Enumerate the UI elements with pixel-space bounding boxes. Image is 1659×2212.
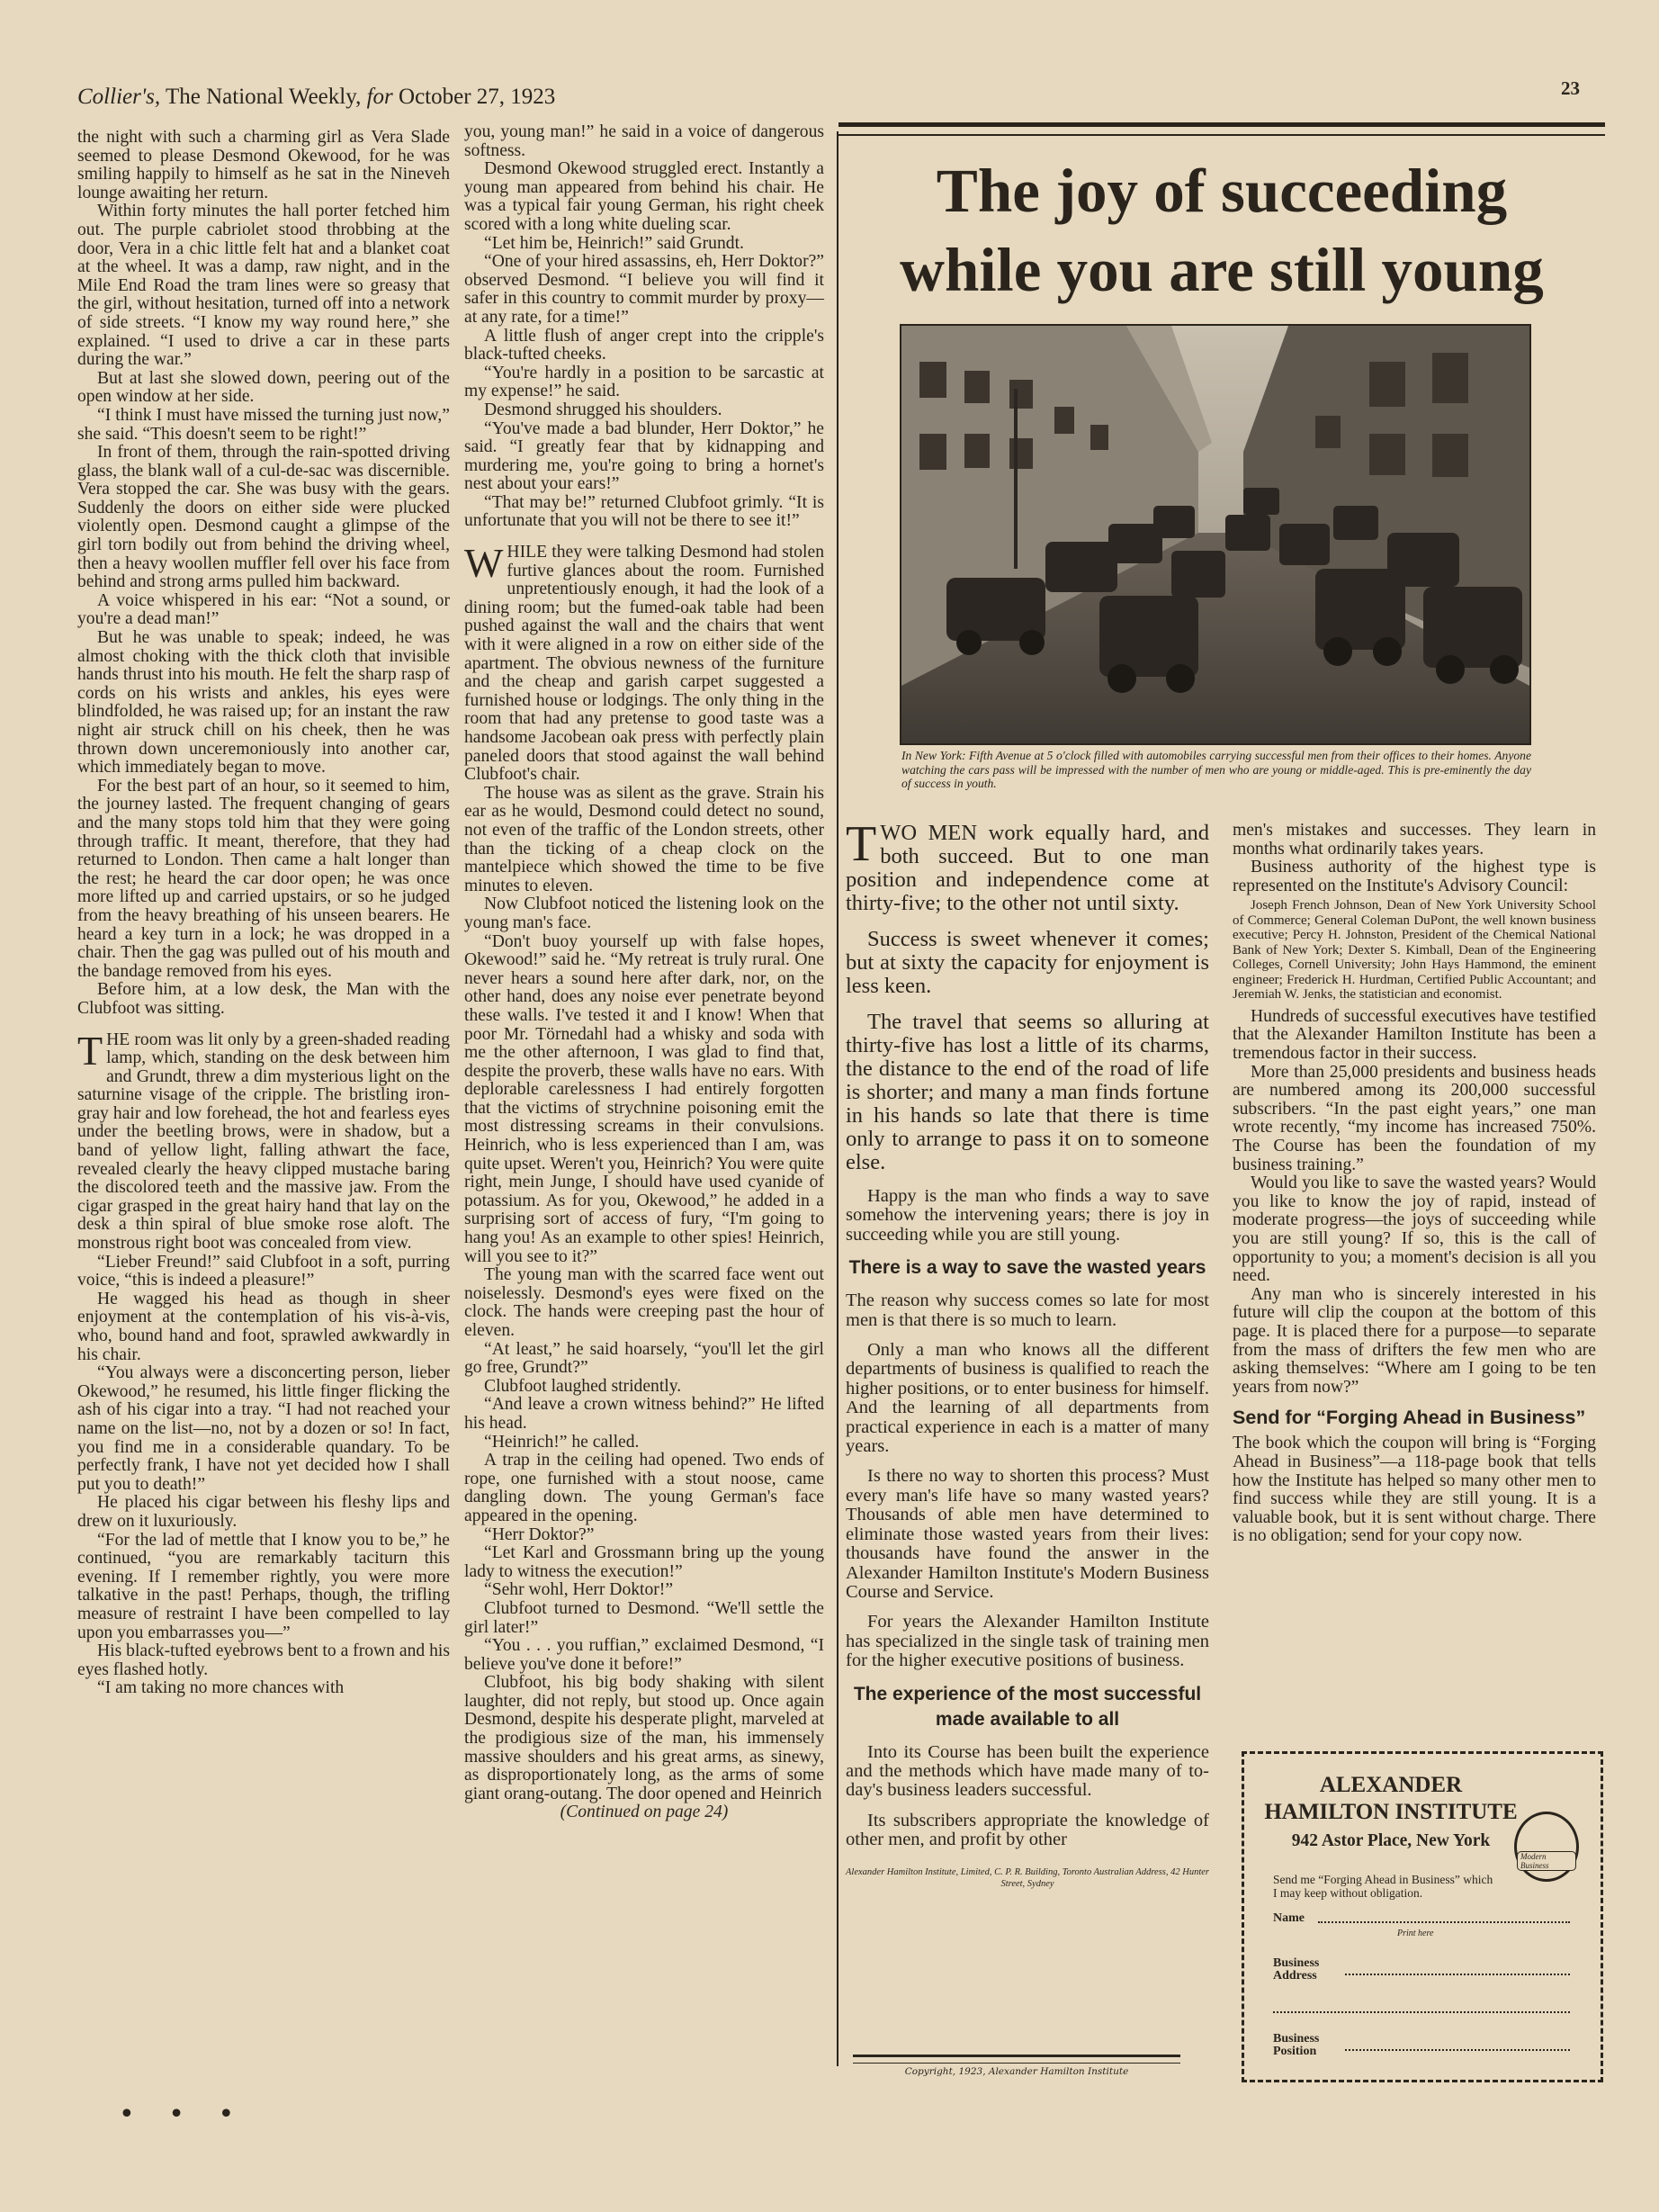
section-paragraph: WHILE they were talking Desmond had stolen furtive glances about the room. Furnished unpretentiously enough, it had the look of a dining room; but the fumed-oak table had been pushed against the wall and the chairs that went with it were aligned in a row on either side of the apartment. The obvious newness of the furniture and the cheap and garish carpet suggested a furnished house or lodgings. The only thing in the room that had any pretense to good taste was a handsome Jacobean oak press with perfectly plain paneled doors that stood against the wall behind Clubfoot's chair.	[464, 540, 824, 785]
business-position-field[interactable]	[1345, 2049, 1570, 2051]
story-paragraph: His black-tufted eyebrows bent to a frown and his eyes flashed hotly.	[77, 1641, 450, 1679]
continued-line: (Continued on page 24)	[560, 1803, 729, 1822]
ad-paragraph: Hundreds of successful executives have testified that the Alexander Hamilton Institute has been a tremendous factor in their success.	[1233, 1006, 1596, 1064]
ad-paragraph: For years the Alexander Hamilton Institute has specialized in the single task of training men for the higher executive positions of business.	[846, 1612, 1209, 1671]
coupon[interactable]	[1242, 1751, 1603, 2082]
story-paragraph: “I am taking no more chances with	[97, 1678, 345, 1698]
story-paragraph: But at last she slowed down, peering out of the open window at her side.	[77, 368, 450, 407]
ad-paragraph: Success is sweet whenever it comes; but at sixty the capacity for enjoyment is less keen.	[846, 927, 1209, 998]
ad-headline: The joy of succeeding while you are still young	[900, 157, 1544, 304]
seal-icon: Modern Business	[1514, 1812, 1579, 1882]
story-paragraph: “You're hardly in a position to be sarcastic at my expense!” he said.	[464, 363, 824, 401]
ad-paragraph: More than 25,000 presidents and business heads are numbered among its 200,000 successful subscribers. “In the past eight years,” one man wrote recently, “my income has increased 750%. The Course has been the foundation of my business training.”	[1233, 1062, 1596, 1174]
business-address-label: Business Address	[1273, 1956, 1320, 1983]
story-paragraph: the night with such a charming girl as Vera Slade seemed to please Desmond Okewood, for he was smiling happily to himself as he sat in the Nineveh lounge awaiting her return.	[77, 128, 450, 202]
story-paragraph: But he was unable to speak; indeed, he was almost choking with the thick cloth that invisible hands thrust into his mouth. He felt the sharp rasp of cords on his wrists and ankles, his eyes were blindfolded, he was raised up; for an instant the raw night air struck chill on his cheek, then he was thrown down unceremoniously into another car, which immediately began to move.	[77, 628, 450, 778]
story-paragraph: “Lieber Freund!” said Clubfoot in a soft, purring voice, “this is indeed a pleasure!”	[77, 1252, 450, 1290]
story-paragraph: “Let Karl and Grossmann bring up the young lady to witness the execution!”	[464, 1543, 824, 1581]
ad-paragraph: Into its Course has been built the experience and the methods which have made many of to-day's business leaders successful.	[846, 1741, 1209, 1801]
ad-paragraph: Is there no way to shorten this process? Must every man's life have so many wasted years? Thousands of able men have determined to eliminate those wasted years from their lives: thousands have found the answer in the Alexander Hamilton Institute's Modern Business Course and Service.	[846, 1466, 1209, 1602]
for-word: for	[366, 85, 393, 109]
business-position-label: Business Position	[1273, 2032, 1320, 2058]
story-paragraph: “Don't buoy yourself up with false hopes, Okewood!” said he. “My retreat is truly rural. One never hears a sound here after dark, nor, on the other hand, does any noise ever penetrate beyond these walls. I've tested it and I know! When that poor Mr. Törnedahl had a whisky and soda with me the other afternoon, I was glad to find that, despite the proverb, these walls have no ears. With deplorable carelessness I had entirely forgotten that the victims of strychnine poisoning emit the most distressing screams in their convulsions. Heinrich, who is less experienced than I am, was quite upset. Weren't you, Heinrich? You were quite right, mein Junge, I should have used cyanide of potassium. As for you, Okewood,” he added in a surprising sort of access of fury, “I'm going to hang you! As an example to other spies! Heinrich, will you see to it?”	[464, 931, 824, 1266]
story-paragraph: “Herr Doktor?”	[484, 1524, 595, 1544]
ad-column-1	[846, 816, 1209, 1890]
ad-paragraph: Would you like to save the wasted years? Would you like to know the joy of rapid, instead of moderate progress—the joys of succeeding while you are still young? If so, this is the call of opportunity to you; a moment's decision is all you need.	[1233, 1173, 1596, 1286]
institute-addresses: Alexander Hamilton Institute, Limited, C. P. R. Building, Toronto Australian Address, 42 Hunter Street, Sydney	[846, 1866, 1209, 1889]
magazine-subtitle: The National Weekly,	[165, 85, 362, 109]
running-header	[77, 85, 555, 110]
drop-cap: T	[846, 816, 877, 872]
story-paragraph: “Sehr wohl, Herr Doktor!”	[484, 1580, 674, 1600]
story-paragraph: “You've made a bad blunder, Herr Doktor,” he said. “I greatly fear that by kidnapping and murdering me, you're going to bring a hornet's nest about your ears!”	[464, 418, 824, 494]
name-label: Name	[1273, 1911, 1305, 1925]
story-paragraph: A voice whispered in his ear: “Not a sound, or you're a dead man!”	[77, 590, 450, 629]
ad-subhead: There is a way to save the wasted years	[848, 1257, 1206, 1279]
ad-paragraph: Business authority of the highest type is represented on the Institute's Advisory Council:	[1233, 858, 1596, 895]
story-paragraph: Clubfoot laughed stridently.	[484, 1376, 682, 1396]
name-field[interactable]	[1318, 1921, 1570, 1923]
business-address-field[interactable]	[1345, 1974, 1570, 1975]
ad-paragraph: The book which the coupon will bring is “Forging Ahead in Business”—a 118-page book that tells how the Institute has helped so many other men to find success while they are still young. It is a valuable book, but it is sent without charge. There is no obligation; send for your copy now.	[1233, 1434, 1596, 1546]
page-number: 23	[1561, 77, 1580, 99]
street-photo-illustration	[901, 326, 1529, 743]
column-divider	[837, 131, 838, 2066]
issue-date: October 27, 1923	[399, 85, 556, 109]
story-paragraph: A trap in the ceiling had opened. Two ends of rope, one furnished with a stout noose, came dangling down. The young German's face appeared in the opening.	[464, 1451, 824, 1525]
ad-lead-paragraph: TWO MEN work equally hard, and both succeed. But to one man position and independence come at thirty-five; to the other not until sixty.	[846, 816, 1209, 915]
story-paragraph: He wagged his head as though in sheer enjoyment at the contemplation of his vis-à-vis, who, bound hand and foot, sprawled awkwardly in his chair.	[77, 1289, 450, 1364]
ad-paragraph: Only a man who knows all the different departments of business is qualified to reach the higher positions, or to enter business for himself. And the learning of all departments from practical experience in each is a matter of many years.	[846, 1340, 1209, 1457]
story-paragraph: “At least,” he said hoarsely, “you'll let the girl go free, Grundt?”	[464, 1339, 824, 1378]
ad-subhead: Send for “Forging Ahead in Business”	[1233, 1407, 1586, 1429]
story-paragraph: “For the lad of mettle that I know you to be,” he continued, “you are remarkably taciturn this evening. If I remember rightly, you were more talkative in the past! Perhaps, though, the trifling measure of restraint I have been compelled to lay upon you embarrasses you—”	[77, 1530, 450, 1642]
drop-cap: T	[77, 1027, 103, 1074]
story-paragraph: Clubfoot turned to Desmond. “We'll settle the girl later!”	[464, 1598, 824, 1637]
story-paragraph: “I think I must have missed the turning just now,” she said. “This doesn't seem to be right!”	[77, 405, 450, 444]
section-dots: • • •	[119, 2099, 247, 2130]
advisory-council: Joseph French Johnson, Dean of New York University School of Commerce; General Coleman DuPont, the well known business executive; Percy H. Johnston, President of the Chemical National Bank of New York; Dexter S. Kimball, Dean of the Engineering Colleges, Cornell University; John Hays Hammond, the eminent engineer; Frederick H. Hurdman, Certified Public Accountant; and Jeremiah W. Jenks, the statistician and economist.	[1233, 898, 1596, 1003]
copyright-rule	[853, 2055, 1180, 2064]
coupon-request-text: Send me “Forging Ahead in Business” which I may keep without obligation.	[1273, 1873, 1493, 1900]
story-paragraph: you, young man!” he said in a voice of dangerous softness.	[464, 122, 824, 160]
ad-subhead: The experience of the most successful made available to all	[853, 1683, 1202, 1730]
story-paragraph: Within forty minutes the hall porter fetched him out. The purple cabriolet stood throbbing at the door, Vera in a chic little felt hat and a blanket coat at the wheel. It was a damp, raw night, and in the Mile End Road the tram lines were so greasy that the girl, without hesitation, turned off into a network of side streets. “I know my way round here,” she explained. “I used to drive a car in these parts during the war.”	[77, 202, 450, 370]
ad-paragraph: men's mistakes and successes. They learn in months what ordinarily takes years.	[1233, 821, 1596, 859]
story-paragraph: The house was as silent as the grave. Strain his ear as he would, Desmond could detect no sound, not even of the traffic of the London streets, other than the ticking of a cheap clock on the mantelpiece which showed the time to be five minutes to eleven.	[464, 783, 824, 895]
story-paragraph: Before him, at a low desk, the Man with the Clubfoot was sitting.	[77, 980, 450, 1018]
story-paragraph: “You always were a disconcerting person, lieber Okewood,” he resumed, his little finger flicking the ash of his cigar into a tray. “I had not reached your name on the list—no, not by a dozen or so! In fact, you find me in a considerable quandary. To be perfectly frank, I have not yet decided how I shall put you to death!”	[77, 1363, 450, 1494]
story-paragraph: Clubfoot, his big body shaking with silent laughter, did not reply, but stood up. Once again Desmond, despite his desperate plight, marveled at the prodigious size of the man, his immensely massive shoulders and his great arms, as sinewy, as disproportionately long, as the arms of some giant orang-outang. The door opened and Heinrich	[464, 1673, 824, 1803]
story-paragraph: “And leave a crown witness behind?” He lifted his head.	[464, 1395, 824, 1433]
ad-paragraph: Its subscribers appropriate the knowledge of other men, and profit by other	[846, 1810, 1209, 1850]
ad-paragraph: Happy is the man who finds a way to save somehow the intervening years; there is joy in succeeding while you are still young.	[846, 1186, 1209, 1245]
story-column-1	[77, 129, 450, 1698]
story-paragraph: “That may be!” returned Clubfoot grimly. “It is unfortunate that you will not be there to see it!”	[464, 492, 824, 531]
story-paragraph: “Heinrich!” he called.	[484, 1432, 640, 1452]
story-paragraph: Desmond Okewood struggled erect. Instantly a young man appeared from behind his chair. He was a typical fair young German, his right cheek scored with a long white dueling scar.	[464, 159, 824, 234]
magazine-name: Collier's,	[77, 85, 161, 109]
photo-caption: In New York: Fifth Avenue at 5 o'clock filled with automobiles carrying successful men from their offices to their homes. Anyone watching the cars pass will be impressed with the number of men who are young or middle-aged. This is pre-eminently the day of success in youth.	[901, 749, 1531, 790]
section-paragraph: THE room was lit only by a green-shaded reading lamp, which, standing on the desk between him and Grundt, threw a dim mysterious light on the saturnine visage of the cripple. The bristling iron-gray hair and low forehead, the hot and fearless eyes under the beetling brows, were in shadow, but a band of yellow light, falling athwart the face, revealed clearly the heavy clipped mustache baring the discolored teeth and the massive jaw. From the cigar grasped in the great hairy hand that lay on the desk a thin spiral of blue smoke rose aloft. The monstrous right boot was concealed from view.	[77, 1027, 450, 1254]
story-paragraph: A little flush of anger crept into the cripple's black-tufted cheeks.	[464, 326, 824, 364]
story-paragraph: The young man with the scarred face went out noiselessly. Desmond's eyes were fixed on the clock. The hands were creeping past the hour of eleven.	[464, 1265, 824, 1340]
story-paragraph: For the best part of an hour, so it seemed to him, the journey lasted. The frequent changing of gears and the many stops told him that they were going through traffic. It meant, therefore, that they had returned to London. Then came a halt longer than the rest; he heard the car door open; he was once more lifted up and carried upstairs, or so he judged from the heavy breathing of his unseen bearers. He heard a key turn in a lock; he was dropped in a chair. Then the gag was pulled out of his mouth and the bandage removed from his eyes.	[77, 776, 450, 981]
street-photo	[900, 324, 1531, 745]
story-paragraph: Now Clubfoot noticed the listening look on the young man's face.	[464, 895, 824, 932]
story-paragraph: “You . . . you ruffian,” exclaimed Desmond, “I believe you've done it before!”	[464, 1636, 824, 1674]
business-address-field-2[interactable]	[1273, 2011, 1570, 2013]
ad-paragraph: Any man who is sincerely interested in his future will clip the coupon at the bottom of this page. It is placed there for a purpose—to separate from the mass of drifters the few men who are asking themselves: “Where am I going to be ten years from now?”	[1233, 1284, 1596, 1397]
story-column-2	[464, 123, 824, 1822]
story-paragraph: He placed his cigar between his fleshy lips and drew on it luxuriously.	[77, 1493, 450, 1531]
ad-column-2	[1233, 822, 1596, 1546]
coupon-address: 942 Astor Place, New York	[1291, 1831, 1491, 1850]
copyright: Copyright, 1923, Alexander Hamilton Institute	[904, 2066, 1129, 2077]
story-paragraph: “Let him be, Heinrich!” said Grundt.	[484, 233, 744, 253]
story-paragraph: In front of them, through the rain-spotted driving glass, the blank wall of a cul-de-sac was discernible. Vera stopped the car. She was busy with the gears. Suddenly the doors on either side were plucked violently open. Desmond caught a glimpse of the girl torn bodily out from behind the driving wheel, then a heavy woollen muffler fell over his face from behind and strong arms pulled him backward.	[77, 443, 450, 592]
story-paragraph: Desmond shrugged his shoulders.	[484, 400, 722, 419]
ad-top-rule	[838, 122, 1605, 136]
story-paragraph: “One of your hired assassins, eh, Herr Doktor?” observed Desmond. “I believe you will find it safer in this country to commit murder by proxy—at any rate, for a time!”	[464, 252, 824, 327]
ad-paragraph: The travel that seems so alluring at thirty-five has lost a little of its charms, the distance to the end of the road of life is shorter; and many a man finds fortune in his hands so late that there is time only to arrange to pass it on to someone else.	[846, 1010, 1209, 1174]
coupon-institute-name: ALEXANDER HAMILTON INSTITUTE	[1264, 1773, 1518, 1824]
print-here-note: Print here	[1397, 1929, 1434, 1938]
drop-cap: W	[464, 540, 504, 587]
ad-paragraph: The reason why success comes so late for most men is that there is so much to learn.	[846, 1290, 1209, 1330]
